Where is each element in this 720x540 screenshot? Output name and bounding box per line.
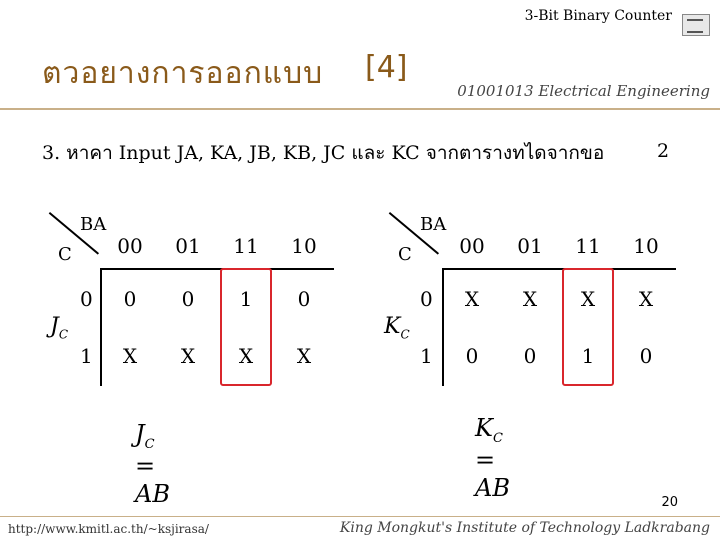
kmap-col-header: 11	[575, 234, 601, 258]
footer-url-link[interactable]: http://www.kmitl.ac.th/~ksjirasa/	[8, 522, 209, 536]
kmap-cell: 0	[465, 344, 479, 368]
department-label: 01001013 Electrical Engineering	[457, 82, 710, 100]
kmap-col-header: 11	[233, 234, 259, 258]
footer-institute: King Mongkut's Institute of Technology Ladkrabang	[339, 520, 710, 536]
kmap-row-header: 1	[420, 344, 433, 368]
problem-reference-number: 2	[657, 140, 670, 162]
kmap-row-var: C	[398, 244, 412, 265]
kmap-cell: 1	[581, 344, 595, 368]
kmap-grouping-highlight	[562, 268, 614, 386]
kmap-row-var: C	[58, 244, 72, 265]
kmap-cell: X	[522, 287, 538, 311]
kmap-col-var: BA	[80, 214, 107, 235]
kmap-row-header: 0	[80, 287, 93, 311]
reference-tag: [4]	[365, 50, 408, 85]
kmap-cell: X	[180, 344, 196, 368]
kmap-function-label: $J_C$	[50, 314, 69, 342]
kmap-col-header: 01	[517, 234, 543, 258]
kmap-cell: X	[296, 344, 312, 368]
kmap-cell: 1	[239, 287, 253, 311]
kmap-grouping-highlight	[220, 268, 272, 386]
kmap-col-header: 10	[291, 234, 317, 258]
kmap-col-header: 01	[175, 234, 201, 258]
kmap-row-header: 0	[420, 287, 433, 311]
kmap-cell: 0	[297, 287, 311, 311]
kmap-cell: X	[122, 344, 138, 368]
kmap-col-header: 00	[117, 234, 143, 258]
kmap-col-header: 10	[633, 234, 659, 258]
kmap-cell: X	[238, 344, 254, 368]
kmap-cell: 0	[523, 344, 537, 368]
kmap-equation: $J_C$ = AB	[135, 420, 170, 508]
kmap-cell: X	[580, 287, 596, 311]
kmap-col-header: 00	[459, 234, 485, 258]
kmap-row-header: 1	[80, 344, 93, 368]
problem-prefix: 3. หาคา Input	[42, 142, 177, 164]
kmap-cell: 0	[639, 344, 653, 368]
bottom-divider	[0, 516, 720, 517]
problem-inputs: JA, KA, JB, KB, JC และ KC จากตารางทไดจากขอ	[176, 142, 605, 164]
kmap-cell: 0	[123, 287, 137, 311]
problem-statement	[42, 138, 604, 168]
header-title: 3-Bit Binary Counter	[524, 8, 672, 24]
page-number: 20	[661, 495, 678, 510]
top-divider	[0, 108, 720, 110]
kmap-cell: X	[464, 287, 480, 311]
slide-title: ตวอยางการออกแบบ	[42, 56, 324, 91]
kmap-cell: X	[638, 287, 654, 311]
kmap-equation: $K_C$ = AB	[475, 414, 510, 502]
kmap-function-label: $K_C$	[384, 314, 410, 342]
kmitl-logo-icon	[682, 14, 710, 36]
kmap-cell: 0	[181, 287, 195, 311]
kmap-col-var: BA	[420, 214, 447, 235]
